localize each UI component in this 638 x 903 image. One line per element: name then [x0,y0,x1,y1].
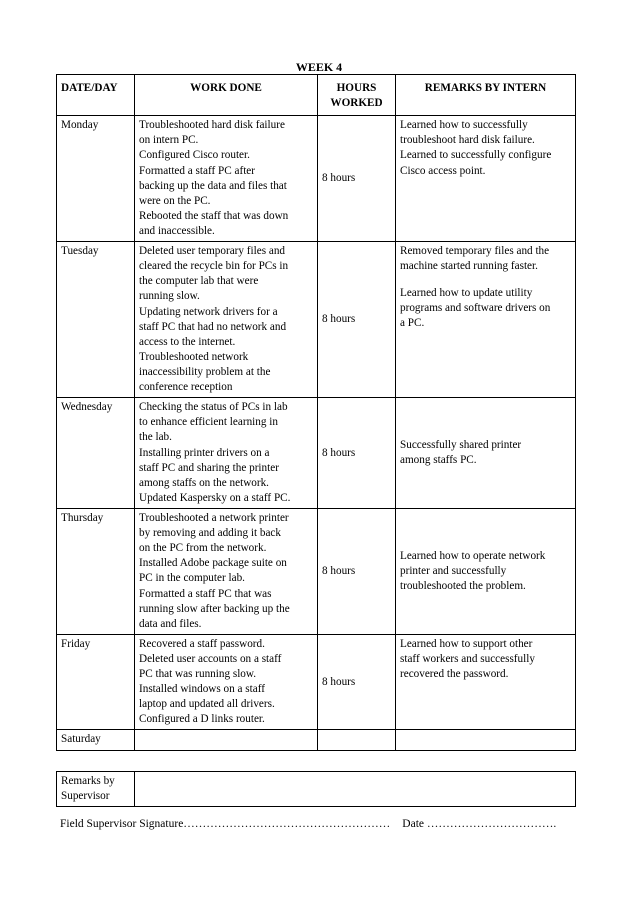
supervisor-remarks-field[interactable] [135,772,576,807]
weekly-log-table [56,74,576,751]
hours-cell [318,730,396,750]
day-cell: Thursday [57,508,135,634]
day-cell: Monday [57,116,135,242]
work-line: Troubleshooted a network printer [139,511,289,524]
hours-cell: 8 hours [318,398,396,509]
table-body [57,116,576,750]
work-line: Rebooted the staff that was down [139,209,289,222]
work-line: on intern PC. [139,134,199,147]
work-line: Installing printer drivers on a [139,446,270,459]
table-row [57,634,576,730]
hours-cell: 8 hours [318,508,396,634]
work-line: access to the internet. [139,335,236,348]
remarks-line: machine started running faster. [400,260,538,273]
work-line: Configured a D links router. [139,713,265,726]
remarks-line: programs and software drivers on [400,301,551,314]
work-line: running slow after backing up the [139,602,290,615]
work-line: Deleted user accounts on a staff [139,652,282,665]
remarks-line: Learned how to operate network [400,549,546,562]
work-line: data and files. [139,617,202,630]
day-cell: Saturday [57,730,135,750]
header-remarks: REMARKS BY INTERN [396,75,576,116]
supervisor-remarks-row [57,772,576,807]
hours-cell: 8 hours [318,242,396,398]
work-line: Configured Cisco router. [139,149,250,162]
day-cell: Friday [57,634,135,730]
remarks-line: staff workers and successfully [400,652,535,665]
work-line: staff PC and sharing the printer [139,461,279,474]
supervisor-label-line: Remarks by [61,775,115,787]
work-done-cell [135,634,318,730]
work-line: on the PC from the network. [139,542,267,555]
date-label: Date ……………………………. [402,818,557,830]
remarks-line [400,274,571,285]
work-line: backing up the data and files that [139,179,287,192]
table-row [57,730,576,750]
header-work: WORK DONE [135,75,318,116]
header-date: DATE/DAY [57,75,135,116]
hours-cell: 8 hours [318,634,396,730]
work-line: running slow. [139,290,200,303]
remarks-cell [396,508,576,634]
work-done-cell [135,242,318,398]
work-line: the lab. [139,431,172,444]
remarks-line: Successfully shared printer [400,438,522,451]
remarks-line: Learned how to successfully [400,119,528,132]
page-title: WEEK 4 [295,60,343,74]
work-line: Recovered a staff password. [139,637,265,650]
work-line: Formatted a staff PC after [139,164,255,177]
remarks-cell [396,242,576,398]
work-line: Updating network drivers for a [139,305,278,318]
work-line: laptop and updated all drivers. [139,698,275,711]
remarks-cell [396,398,576,509]
signature-label: Field Supervisor Signature……………………………………………… [60,818,391,830]
work-done-cell [135,508,318,634]
work-line: PC that was running slow. [139,668,257,681]
remarks-line: a PC. [400,316,425,329]
work-line: PC in the computer lab. [139,572,245,585]
work-done-cell [135,116,318,242]
work-line: and inaccessible. [139,224,215,237]
remarks-line: Learned how to update utility [400,286,533,299]
remarks-cell [396,116,576,242]
table-row [57,508,576,634]
work-line: Updated Kaspersky on a staff PC. [139,491,291,504]
work-line: by removing and adding it back [139,527,281,540]
work-line: Installed Adobe package suite on [139,557,287,570]
work-line: to enhance efficient learning in [139,416,278,429]
work-line: Deleted user temporary files and [139,245,286,258]
work-line: Formatted a staff PC that was [139,587,272,600]
signature-line [60,818,556,830]
work-line: cleared the recycle bin for PCs in [139,260,289,273]
table-row [57,116,576,242]
work-line: inaccessibility problem at the [139,365,271,378]
work-line: conference reception [139,381,233,394]
supervisor-label-line: Supervisor [61,790,110,803]
table-header-row [57,75,576,116]
work-done-cell [135,730,318,750]
remarks-line: Learned to successfully configure [400,149,552,162]
table-row [57,242,576,398]
table-row [57,398,576,509]
remarks-line: Learned how to support other [400,637,533,650]
remarks-line: recovered the password. [400,668,509,681]
work-line: were on the PC. [139,194,211,207]
supervisor-remarks-label [57,772,135,807]
work-line: the computer lab that were [139,275,259,288]
remarks-line: troubleshooted the problem. [400,579,526,592]
remarks-line: Cisco access point. [400,164,486,177]
work-line: staff PC that had no network and [139,320,287,333]
hours-cell: 8 hours [318,116,396,242]
remarks-cell [396,634,576,730]
header-hours: HOURS WORKED [318,75,396,116]
day-cell: Wednesday [57,398,135,509]
work-line: Installed windows on a staff [139,683,265,696]
remarks-line: among staffs PC. [400,454,477,467]
work-line: Troubleshooted network [139,350,249,363]
day-cell: Tuesday [57,242,135,398]
work-line: Troubleshooted hard disk failure [139,119,285,132]
remarks-line: Removed temporary files and the [400,245,550,258]
work-line: Checking the status of PCs in lab [139,401,288,414]
remarks-line: printer and successfully [400,564,507,577]
remarks-line: troubleshoot hard disk failure. [400,134,535,147]
work-done-cell [135,398,318,509]
remarks-cell [396,730,576,750]
work-line: among staffs on the network. [139,476,269,489]
supervisor-remarks-table [56,771,576,807]
